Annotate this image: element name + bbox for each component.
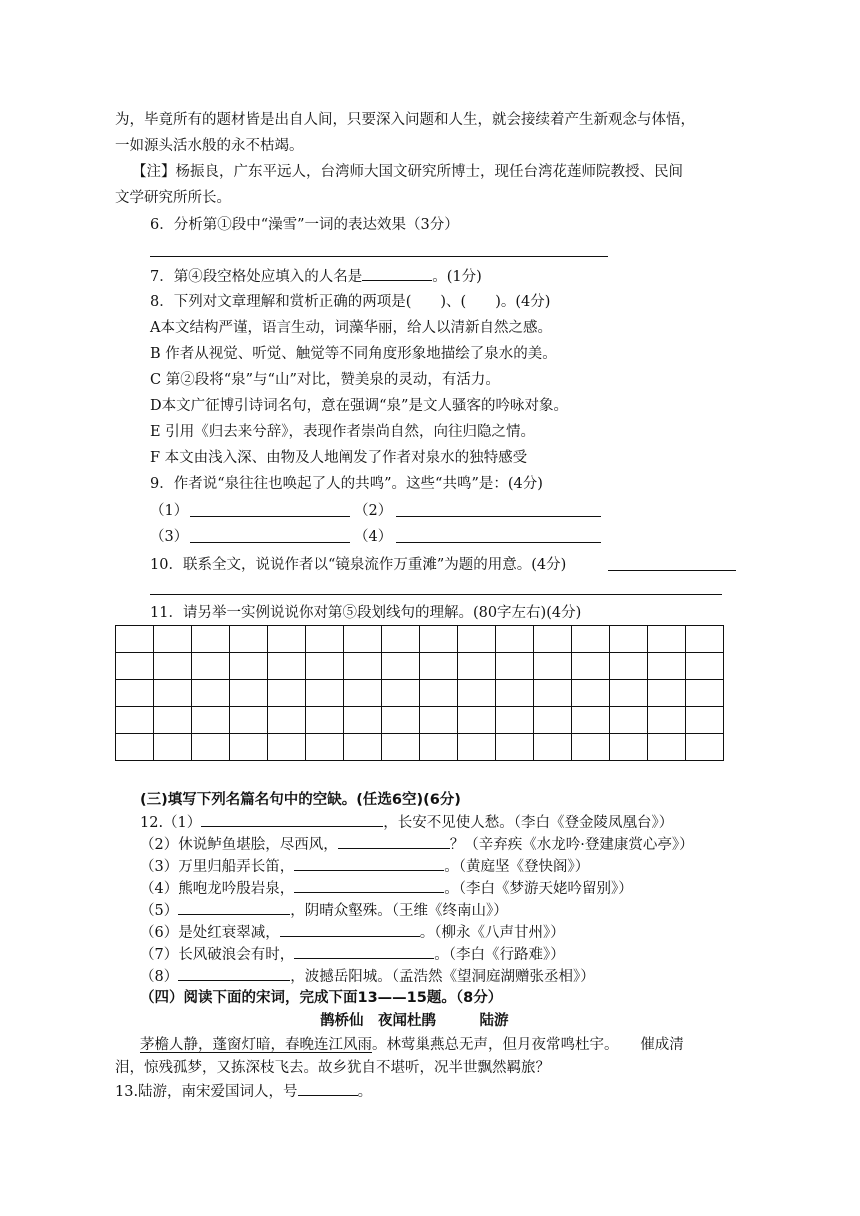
q12-2-post: ？（辛弃疾《水龙吟·登建康赏心亭》） — [449, 837, 694, 853]
grid-cell[interactable] — [116, 680, 154, 707]
grid-cell[interactable] — [382, 653, 420, 680]
grid-cell[interactable] — [268, 707, 306, 734]
grid-cell[interactable] — [116, 653, 154, 680]
q9-label-2: （2） — [354, 503, 393, 519]
poem-line-2: 泪，惊残孤梦，又拣深枝飞去。故乡犹自不堪听，况半世飘然羁旅？ — [115, 1060, 550, 1076]
q12-1-post: ，长安不见使人愁。（李白《登金陵凤凰台》） — [383, 815, 674, 831]
grid-cell[interactable] — [154, 734, 192, 761]
question-7-points: 。(1分) — [432, 269, 482, 285]
intro-line-1: 为，毕竟所有的题材皆是出自人间，只要深入问题和人生，就会接续着产生新观念与体悟， — [115, 112, 695, 128]
grid-cell[interactable] — [534, 626, 572, 653]
grid-cell[interactable] — [344, 734, 382, 761]
answer-grid[interactable] — [115, 625, 724, 761]
q12-item-4 — [140, 878, 633, 899]
poem-underlined-1: 茅檐人静，蓬窗灯暗， — [140, 1037, 285, 1053]
q9-answer-1[interactable] — [190, 516, 350, 517]
grid-row — [116, 680, 724, 707]
grid-cell[interactable] — [572, 734, 610, 761]
grid-cell[interactable] — [192, 653, 230, 680]
q12-3-post: 。（黄庭坚《登快阁》） — [444, 859, 590, 875]
q12-4-post: 。（李白《梦游天姥吟留别》） — [444, 881, 633, 897]
grid-cell[interactable] — [382, 734, 420, 761]
grid-cell[interactable] — [648, 680, 686, 707]
grid-cell[interactable] — [420, 734, 458, 761]
q12-2-pre: （2）休说鲈鱼堪脍，尽西风， — [140, 837, 338, 853]
question-7 — [150, 266, 482, 287]
q8-option-a: A本文结构严谨，语言生动，词藻华丽，给人以清新自然之感。 — [150, 320, 552, 336]
poem-underlined-2: 春晚连江风雨 — [285, 1037, 372, 1053]
grid-cell[interactable] — [268, 626, 306, 653]
q10-answer-1[interactable] — [608, 570, 736, 571]
grid-cell[interactable] — [496, 653, 534, 680]
question-13-text: 13.陆游，南宋爱国词人，号 — [115, 1084, 298, 1100]
blank-q12-7[interactable] — [294, 944, 434, 959]
grid-row — [116, 734, 724, 761]
blank-q12-6[interactable] — [280, 922, 420, 937]
grid-cell[interactable] — [154, 653, 192, 680]
question-10: 10．联系全文，说说作者以“镜泉流作万重滩”为题的用意。(4分) — [150, 557, 567, 573]
grid-cell[interactable] — [610, 707, 648, 734]
grid-cell[interactable] — [154, 707, 192, 734]
grid-cell[interactable] — [230, 653, 268, 680]
grid-cell[interactable] — [534, 653, 572, 680]
blank-q13[interactable] — [298, 1081, 358, 1096]
blank-q12-2[interactable] — [338, 834, 450, 849]
grid-cell[interactable] — [458, 626, 496, 653]
grid-cell[interactable] — [192, 680, 230, 707]
q12-item-7 — [140, 944, 565, 965]
q12-1-pre: 12.（1） — [140, 815, 202, 831]
grid-cell[interactable] — [116, 707, 154, 734]
q9-label-3: （3） — [150, 529, 189, 545]
blank-q12-3[interactable] — [294, 856, 444, 871]
grid-cell[interactable] — [686, 707, 724, 734]
grid-cell[interactable] — [230, 680, 268, 707]
grid-cell[interactable] — [648, 626, 686, 653]
grid-cell[interactable] — [306, 734, 344, 761]
grid-cell[interactable] — [420, 626, 458, 653]
q12-8-post: ，波撼岳阳城。（孟浩然《望洞庭湖赠张丞相》） — [290, 969, 595, 985]
q9-answer-2[interactable] — [396, 516, 601, 517]
grid-cell[interactable] — [154, 680, 192, 707]
intro-line-2: 一如源头活水般的永不枯竭。 — [115, 138, 304, 154]
grid-cell[interactable] — [420, 707, 458, 734]
grid-cell[interactable] — [648, 734, 686, 761]
grid-cell[interactable] — [458, 653, 496, 680]
grid-cell[interactable] — [268, 653, 306, 680]
grid-row — [116, 653, 724, 680]
q8-option-e: E 引用《归去来兮辞》，表现作者崇尚自然，向往归隐之情。 — [150, 424, 535, 440]
grid-cell[interactable] — [116, 734, 154, 761]
grid-cell[interactable] — [192, 734, 230, 761]
note-line-1: 【注】杨振良，广东平远人，台湾师大国文研究所博士，现任台湾花莲师院教授、民间 — [132, 164, 683, 180]
question-13-end: 。 — [357, 1084, 373, 1100]
blank-q12-8[interactable] — [178, 966, 290, 981]
q12-8-pre: （8） — [140, 969, 179, 985]
grid-cell[interactable] — [268, 680, 306, 707]
grid-cell[interactable] — [610, 680, 648, 707]
q12-3-pre: （3）万里归船弄长笛， — [140, 859, 295, 875]
grid-cell[interactable] — [496, 680, 534, 707]
q12-6-post: 。（柳永《八声甘州》） — [419, 925, 565, 941]
q8-option-f: F 本文由浅入深、由物及人地阐发了作者对泉水的独特感受 — [150, 450, 528, 466]
grid-cell[interactable] — [116, 626, 154, 653]
grid-cell[interactable] — [686, 626, 724, 653]
section-4-title: （四）阅读下面的宋词，完成下面13——15题。（8分） — [140, 990, 503, 1006]
q9-label-1: （1） — [150, 503, 189, 519]
blank-q7[interactable] — [362, 266, 432, 281]
blank-q12-4[interactable] — [294, 878, 444, 893]
grid-cell[interactable] — [610, 734, 648, 761]
poem-title: 鹊桥仙 夜闻杜鹃 陆游 — [320, 1013, 509, 1029]
q12-item-5 — [140, 900, 508, 921]
grid-cell[interactable] — [306, 707, 344, 734]
grid-cell[interactable] — [648, 653, 686, 680]
question-6: 6．分析第①段中“澡雪”一词的表达效果（3分） — [150, 217, 459, 233]
grid-cell[interactable] — [534, 734, 572, 761]
grid-cell[interactable] — [344, 707, 382, 734]
grid-cell[interactable] — [344, 626, 382, 653]
blank-q12-5[interactable] — [178, 900, 290, 915]
grid-cell[interactable] — [686, 734, 724, 761]
grid-cell[interactable] — [458, 734, 496, 761]
grid-cell[interactable] — [572, 653, 610, 680]
grid-cell[interactable] — [230, 734, 268, 761]
question-8: 8．下列对文章理解和赏析正确的两项是( )、( )。(4分) — [150, 294, 551, 310]
q9-label-4: （4） — [354, 529, 393, 545]
grid-cell[interactable] — [458, 707, 496, 734]
section-3-title: (三)填写下列名篇名句中的空缺。(任选6空)(6分) — [140, 792, 461, 808]
q12-4-pre: （4）熊咆龙吟殷岩泉， — [140, 881, 295, 897]
grid-cell[interactable] — [230, 626, 268, 653]
grid-cell[interactable] — [382, 680, 420, 707]
q8-option-b: B 作者从视觉、听觉、触觉等不同角度形象地描绘了泉水的美。 — [150, 346, 557, 362]
grid-cell[interactable] — [496, 626, 534, 653]
grid-cell[interactable] — [306, 626, 344, 653]
grid-cell[interactable] — [306, 680, 344, 707]
q12-7-pre: （7）长风破浪会有时， — [140, 947, 295, 963]
poem-rest-1: 。林莺巢燕总无声，但月夜常鸣杜宇。 催成清 — [372, 1037, 684, 1053]
question-13 — [115, 1081, 372, 1102]
q9-answer-3[interactable] — [190, 542, 350, 543]
grid-cell[interactable] — [420, 680, 458, 707]
q12-item-8 — [140, 966, 595, 987]
grid-cell[interactable] — [572, 680, 610, 707]
q12-item-3 — [140, 856, 589, 877]
grid-cell[interactable] — [382, 626, 420, 653]
grid-cell[interactable] — [686, 680, 724, 707]
grid-cell[interactable] — [192, 626, 230, 653]
q8-option-d: D本文广征博引诗词名句，意在强调“泉”是文人骚客的吟咏对象。 — [150, 398, 568, 414]
q12-item-1 — [140, 812, 673, 833]
q12-7-post: 。（李白《行路难》） — [434, 947, 565, 963]
grid-row — [116, 707, 724, 734]
grid-cell[interactable] — [496, 734, 534, 761]
grid-cell[interactable] — [496, 707, 534, 734]
grid-cell[interactable] — [344, 653, 382, 680]
q10-answer-2[interactable] — [150, 594, 722, 595]
answer-line-q6[interactable] — [150, 256, 608, 257]
grid-cell[interactable] — [534, 707, 572, 734]
question-9: 9．作者说“泉往往也唤起了人的共鸣”。这些“共鸣”是：(4分) — [150, 476, 543, 492]
grid-cell[interactable] — [458, 680, 496, 707]
grid-cell[interactable] — [344, 680, 382, 707]
grid-cell[interactable] — [382, 707, 420, 734]
grid-cell[interactable] — [572, 707, 610, 734]
grid-cell[interactable] — [610, 626, 648, 653]
grid-cell[interactable] — [572, 626, 610, 653]
grid-cell[interactable] — [686, 653, 724, 680]
grid-cell[interactable] — [154, 626, 192, 653]
q12-item-6 — [140, 922, 565, 943]
q12-5-post: ，阴晴众壑殊。（王维《终南山》） — [290, 903, 508, 919]
grid-cell[interactable] — [420, 653, 458, 680]
grid-cell[interactable] — [192, 707, 230, 734]
q8-option-c: C 第②段将“泉”与“山”对比，赞美泉的灵动，有活力。 — [150, 372, 500, 388]
grid-cell[interactable] — [306, 653, 344, 680]
grid-cell[interactable] — [534, 680, 572, 707]
question-7-text: 7．第④段空格处应填入的人名是 — [150, 269, 363, 285]
q12-item-2 — [140, 834, 694, 855]
note-line-2: 文学研究所所长。 — [115, 190, 231, 206]
grid-cell[interactable] — [268, 734, 306, 761]
q12-5-pre: （5） — [140, 903, 179, 919]
grid-row — [116, 626, 724, 653]
q12-6-pre: （6）是处红衰翠减， — [140, 925, 280, 941]
grid-cell[interactable] — [230, 707, 268, 734]
grid-cell[interactable] — [648, 707, 686, 734]
blank-q12-1[interactable] — [201, 812, 383, 827]
question-11: 11．请另举一实例说说你对第⑤段划线句的理解。(80字左右)(4分) — [150, 605, 582, 621]
q9-answer-4[interactable] — [396, 542, 601, 543]
grid-cell[interactable] — [610, 653, 648, 680]
poem-line-1 — [140, 1035, 684, 1055]
